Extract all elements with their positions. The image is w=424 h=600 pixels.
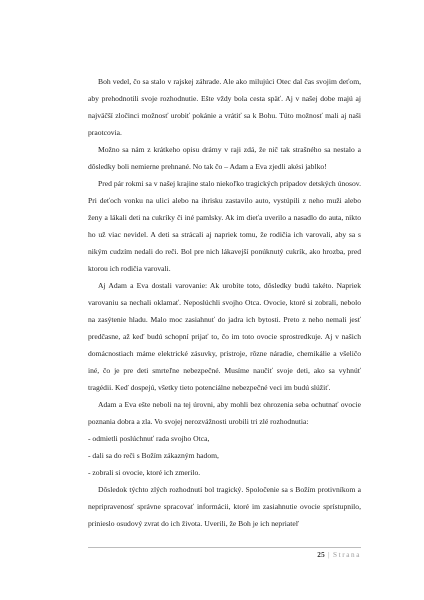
body-text xyxy=(88,73,361,532)
paragraph-3: Pred pár rokmi sa v našej krajine stalo niekoľko tragických prípadov detských únosov. Pri deťoch vonku na ulici alebo na ihrisku zastavilo auto, vystúpili z neho muži alebo ženy a lákali deti na cukríky či iné pamlsky. Ak im dieťa uverilo a nasadlo do auta, nikto ho už viac nevidel. A deti sa strácali aj napriek tomu, že rodičia ich varovali, aby sa s nikým cudzím nedali do reči. Bol pre nich lákavejší ponúknutý cukrík, ako hrozba, pred ktorou ich rodičia varovali. xyxy=(88,179,361,273)
footer-divider xyxy=(88,547,361,548)
footer-page-word: Strana xyxy=(333,551,361,559)
paragraph-2: Možno sa nám z krátkeho opisu drámy v raji zdá, že nič tak strašného sa nestalo a dôsledky boli nemierne prehnané. No tak čo – Adam a Eva zjedli akési jablko! xyxy=(88,145,361,171)
page-footer xyxy=(317,551,361,559)
list-item: - dali sa do reči s Božím zákazným hadom, xyxy=(88,451,219,460)
paragraph-4: Aj Adam a Eva dostali varovanie: Ak urobíte toto, dôsledky budú takéto. Napriek varovaniu sa nechali oklamať. Neposlúchli svojho Otca. Ovocie, ktoré si zobrali, nebolo na zasýtenie hladu. Malo moc zasiahnuť do jadra ich bytosti. Preto z neho nemali jesť predčasne, až keď budú schopní prijať to, čo im toto ovocie sprostredkuje. Aj v našich domácnostiach máme elektrické zásuvky, prístroje, rôzne náradie, chemikálie a všeličo iné, čo je pre deti smrteľne nebezpečné. Musíme naučiť svoje deti, ako sa vyhnúť tragédii. Keď dospejú, všetky tieto potenciálne nebezpečné veci im budú slúžiť. xyxy=(88,281,361,392)
page-number: 25 xyxy=(317,551,326,559)
paragraph-5: Adam a Eva ešte neboli na tej úrovni, aby mohli bez ohrozenia seba ochutnať ovocie poznania dobra a zla. Vo svojej nerozvážnosti urobili tri zlé rozhodnutia: xyxy=(88,400,361,426)
decision-list xyxy=(88,430,361,481)
paragraph-1: Boh vedel, čo sa stalo v rajskej záhrade. Ale ako milujúci Otec dal čas svojim deťom, aby prehodnotili svoje rozhodnutie. Ešte vždy bola cesta späť. Aj v našej dobe majú aj najväčší zločinci možnosť urobiť pokánie a vrátiť sa k Bohu. Túto možnosť mali aj naši praotcovia. xyxy=(88,77,361,137)
list-item: - zobrali si ovocie, ktoré ich zmerilo. xyxy=(88,468,201,477)
list-item: - odmietli poslúchnuť rada svojho Otca, xyxy=(88,434,210,443)
footer-separator: | xyxy=(328,551,330,559)
paragraph-closing: Dôsledok týchto zlých rozhodnutí bol tragický. Spoločenie sa s Božím protivníkom a nepripravenosť správne spracovať informácii, ktoré im zasiahnutie ovocie sprístupnilo, prinieslo osudový zvrat do ich života. Uverili, že Boh je ich nepriateľ xyxy=(88,485,361,528)
